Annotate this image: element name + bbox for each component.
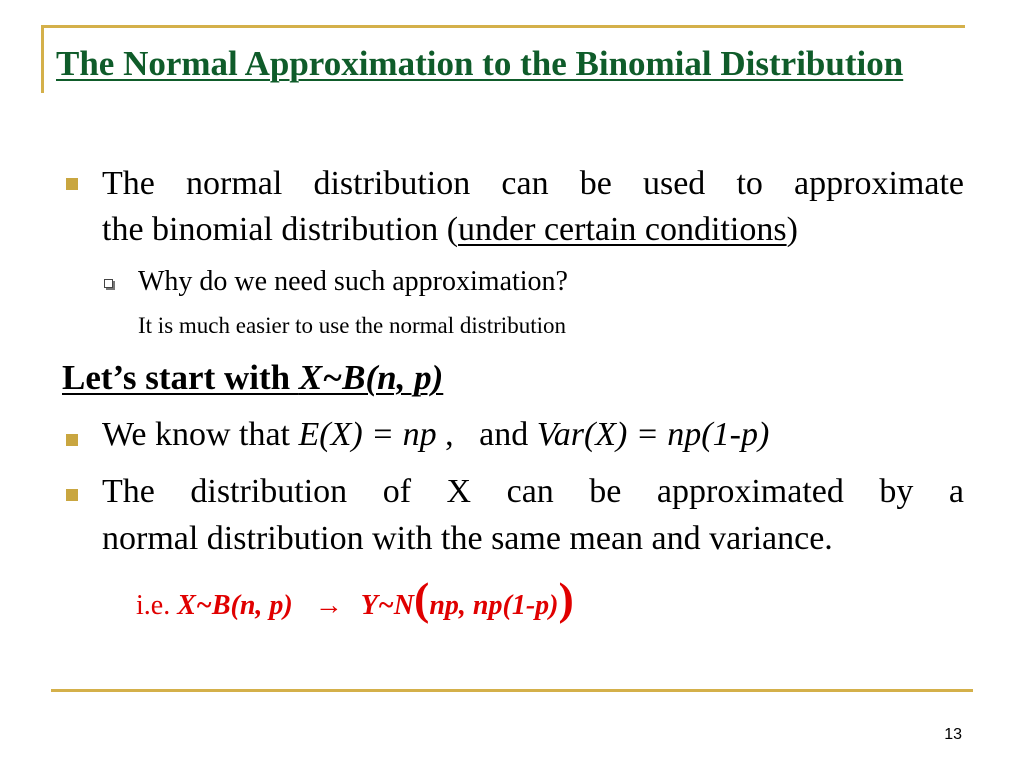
ie-prefix: i.e.: [136, 590, 178, 621]
bullet2-expr2: Var(X) = np(1-p): [536, 416, 770, 453]
bullet-square-icon: [66, 489, 78, 501]
hollow-square-bullet-icon: [104, 279, 113, 288]
frame-top-rule: [41, 25, 965, 28]
bullet-square-icon: [66, 434, 78, 446]
bullet2-expr1: E(X) = np: [298, 416, 437, 453]
section-heading: [62, 354, 443, 402]
sub-bullet-answer: It is much easier to use the normal distribution: [138, 313, 566, 338]
footer-rule: [51, 689, 973, 692]
bullet2-pre: We know that: [102, 416, 299, 453]
arrow-icon: →: [314, 590, 343, 621]
bullet3-line1: The distribution of X can be approximated by a: [102, 473, 964, 510]
ie-close-paren: ): [558, 573, 574, 624]
bullet2-text: [102, 411, 769, 459]
bullet-square-icon: [66, 178, 78, 190]
bullet1-line1: The normal distribution can be used to approximate: [102, 165, 964, 202]
page-number: 13: [944, 726, 962, 743]
bullet1-underlined: under certain conditions: [458, 211, 787, 248]
heading-math: X~B(n, p): [298, 358, 444, 397]
sub-bullet-question: Why do we need such approximation?: [138, 266, 568, 297]
bullet1-line2-pre: the binomial distribution (: [102, 211, 459, 248]
ie-left: X~B(n, p): [177, 590, 293, 621]
ie-right-pre: Y~N: [360, 590, 415, 621]
bullet1-line2: [102, 206, 964, 254]
slide-title: The Normal Approximation to the Binomial Distribution: [56, 44, 904, 83]
ie-expression: [136, 573, 574, 628]
bullet2-mid: , and: [436, 416, 537, 453]
frame-left-rule: [41, 25, 44, 93]
ie-right-inner: np, np(1-p): [429, 590, 559, 621]
heading-text: Let’s start with: [62, 358, 299, 397]
bullet1-line2-post: ): [786, 211, 798, 248]
ie-open-paren: (: [414, 573, 430, 624]
bullet3-line2: normal distribution with the same mean and variance.: [102, 520, 833, 557]
